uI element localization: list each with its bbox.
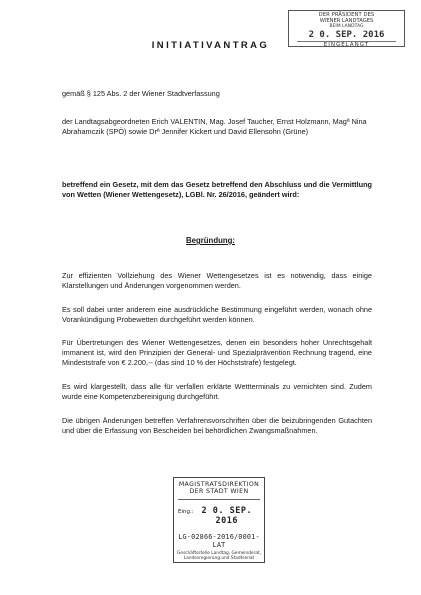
stamp-footer-line-2: Landesregierung und Stadtsenat [183, 556, 255, 561]
stamp-bottom-line-1: MAGISTRATSDIREKTION [178, 481, 260, 488]
paragraph-3: Für Übertretungen des Wiener Wettengesetzes, denen ein besonders hoher Unrechtsgehalt immanent ist, wird den Prinzipien der General- und Spezialprävention Rechnung tragend, eine Mindeststrafe von € 2.200,-- (das sind 10 % der Höchststrafe) festgelegt. [62, 338, 372, 367]
handwritten-reference-number: LG-02866-2016/0001-LAT [178, 533, 260, 549]
stamp-received-label: EINGELANGT [297, 41, 396, 48]
document-title: INITIATIVANTRAG [151, 40, 270, 51]
stamp-date: 2 0. SEP. 2016 [308, 30, 385, 40]
paragraph-2: Es soll dabei unter anderem eine ausdrückliche Bestimmung eingeführt werden, wonach ohne Vorankündigung Probewetten durchgeführt werden können. [62, 305, 372, 324]
paragraph-1: Zur effizienten Vollziehung des Wiener Wettengesetzes ist es notwendig, dass einige Klarstellungen und Änderungen vorgenommen werden. [62, 271, 372, 290]
stamp-line-3: BEIM LANDTAG [329, 24, 364, 29]
paragraph-5: Die übrigen Änderungen betreffen Verfahrensvorschriften über die beizubringenden Gutachten und über die Erfassung von Bescheiden bei behördlichen Zwangsmaßnahmen. [62, 416, 372, 435]
stamp-bottom-date: 2 0. SEP. 2016 [201, 506, 253, 526]
stamp-line-2: WIENER LANDTAGES [319, 17, 374, 24]
stamp-eing-label: Eing.: [178, 509, 194, 515]
stamp-bottom-line-2: DER STADT WIEN [189, 488, 249, 495]
subject-paragraph: betreffend ein Gesetz, mit dem das Gesetz betreffend den Abschluss und die Vermittlung von Wetten (Wiener Wettengesetz), LGBl. Nr. 26/2016, geändert wird: [62, 180, 372, 199]
stamp-divider [178, 499, 260, 500]
stamp-line-1: DER PRÄSIDENT DES [318, 12, 375, 18]
authors-paragraph: der Landtagsabgeordneten Erich VALENTIN, Mag. Josef Taucher, Ernst Holzmann, Magª Nina Abrahamczik (SPÖ) sowie Drª Jennifer Kickert und David Ellensohn (Grüne) [62, 117, 367, 136]
legal-basis: gemäß § 125 Abs. 2 der Wiener Stadtverfassung [62, 89, 220, 98]
received-stamp-magistrate [173, 477, 265, 563]
stamp-footer-line-1: Geschäftsstelle Landtag, Gemeinderat, [176, 551, 262, 556]
justification-heading: Begründung: [186, 236, 235, 245]
paragraph-4: Es wird klargestellt, dass alle für verfallen erklärte Wettterminals zu vernichten sind. Zudem wurde eine Kompetenzbereinigung durchgeführt. [62, 382, 372, 401]
stamp-date-row [178, 506, 260, 526]
